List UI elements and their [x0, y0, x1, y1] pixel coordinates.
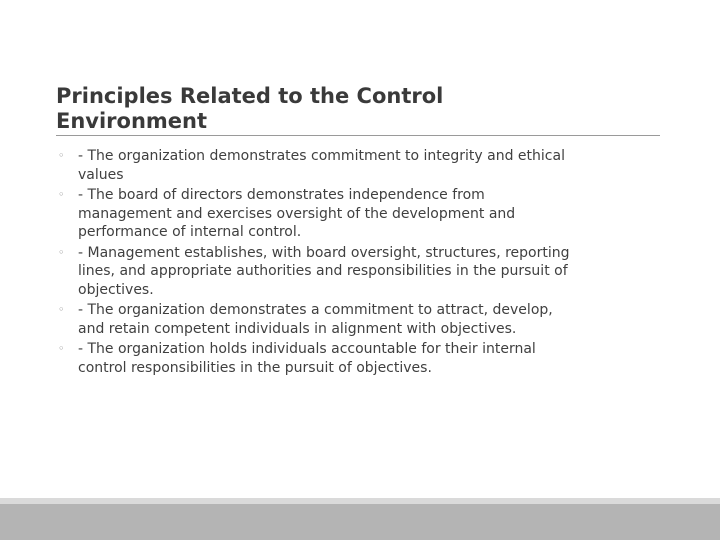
bullet-circle-icon: ◦ — [58, 245, 65, 259]
bullet-circle-icon: ◦ — [58, 342, 65, 355]
bullet-text: - The organization demonstrates commitment to integrity and ethical values — [78, 148, 565, 183]
bullet-text: - The organization demonstrates a commitment to attract, develop, and retain competent individuals in alignment with objectives. — [78, 302, 553, 337]
bullet-text: - The organization holds individuals accountable for their internal control responsibilities in the pursuit of objectives. — [78, 341, 536, 376]
footer-band-dark — [0, 504, 720, 540]
bullet-item — [58, 244, 578, 300]
title-underline — [56, 135, 660, 136]
bullet-text: - The board of directors demonstrates independence from management and exercises oversight of the development and performance of internal control. — [78, 187, 516, 240]
bullet-list — [58, 147, 578, 379]
bullet-item — [58, 340, 578, 377]
bullet-circle-icon: ◦ — [58, 149, 65, 162]
bullet-item — [58, 301, 578, 338]
slide-title: Principles Related to the Control Environment — [56, 84, 444, 133]
bullet-item — [58, 147, 578, 184]
bullet-circle-icon: ◦ — [58, 303, 65, 316]
bullet-item — [58, 186, 578, 242]
bullet-circle-icon: ◦ — [58, 188, 65, 201]
bullet-text: - Management establishes, with board oversight, structures, reporting lines, and appropriate authorities and responsibilities in the pursuit of objectives. — [78, 244, 570, 298]
